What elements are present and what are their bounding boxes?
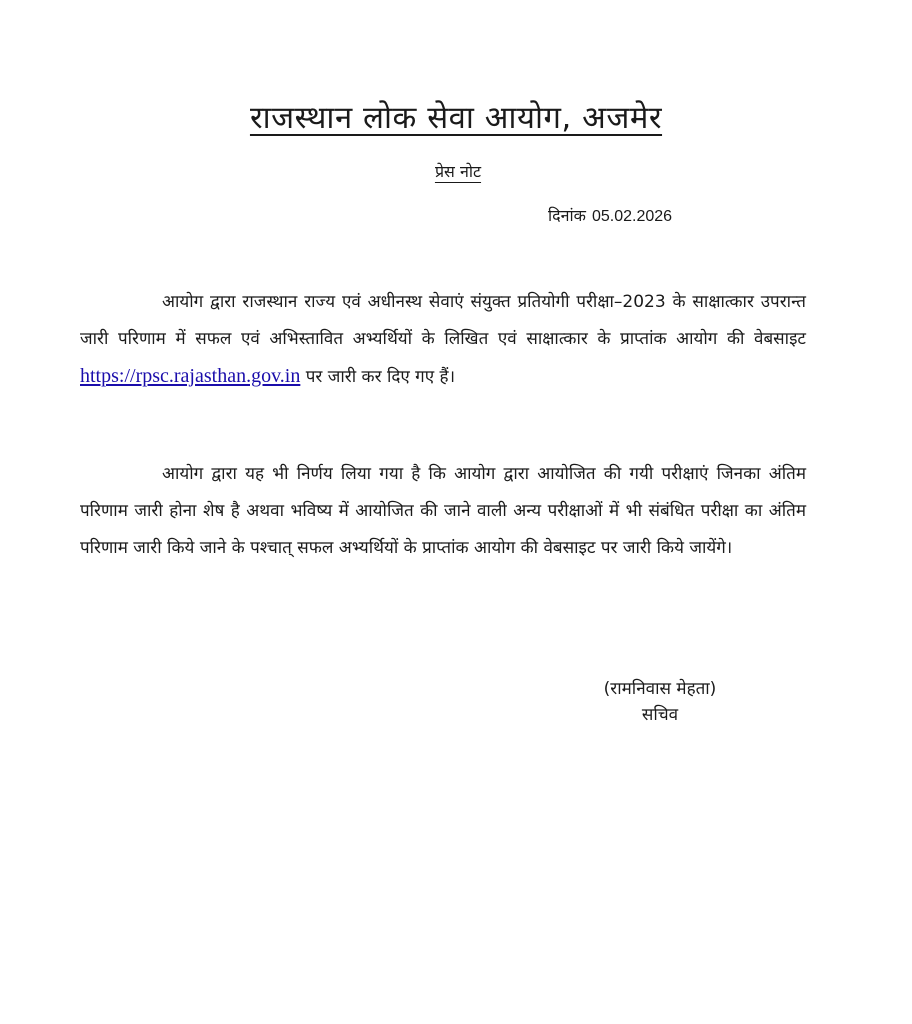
press-note-heading	[0, 160, 912, 182]
press-note-heading-text: प्रेस नोट	[434, 162, 482, 181]
paragraph-results-announcement	[80, 284, 806, 396]
signature-block	[560, 676, 760, 728]
signatory-name: (रामनिवास मेहता)	[603, 679, 717, 699]
date-value: 05.02.2026	[591, 208, 673, 225]
signatory-designation: सचिव	[641, 705, 679, 725]
paragraph1-text-after-link: पर जारी कर दिए गए हैं।	[300, 367, 456, 387]
paragraph-future-results-decision	[80, 456, 806, 567]
organization-title-text: राजस्थान लोक सेवा आयोग, अजमेर	[249, 100, 663, 136]
date-label: दिनांक	[548, 206, 586, 225]
paragraph2-text: आयोग द्वारा यह भी निर्णय लिया गया है कि आयोग द्वारा आयोजित की गयी परीक्षाएं जिनका अंतिम परिणाम जारी होना शेष है अथवा भविष्य में आयोजित की जाने वाली अन्य परीक्षाओं में भी संबंधित परीक्षा का अंतिम परिणाम जारी किये जाने के पश्चात् सफल अभ्यर्थियों के प्राप्तांक आयोग की वेबसाइट पर जारी किये जायेंगे।	[80, 464, 806, 558]
date-line	[548, 204, 672, 226]
rpsc-website-link[interactable]: https://rpsc.rajasthan.gov.in	[80, 365, 301, 387]
paragraph1-text-before-link: आयोग द्वारा राजस्थान राज्य एवं अधीनस्थ सेवाएं संयुक्त प्रतियोगी परीक्षा–2023 के साक्षात्कार उपरान्त जारी परिणाम में सफल एवं अभिस्तावित अभ्यर्थियों के लिखित एवं साक्षात्कार के प्राप्तांक आयोग की वेबसाइट	[80, 292, 806, 349]
organization-title	[0, 96, 912, 138]
